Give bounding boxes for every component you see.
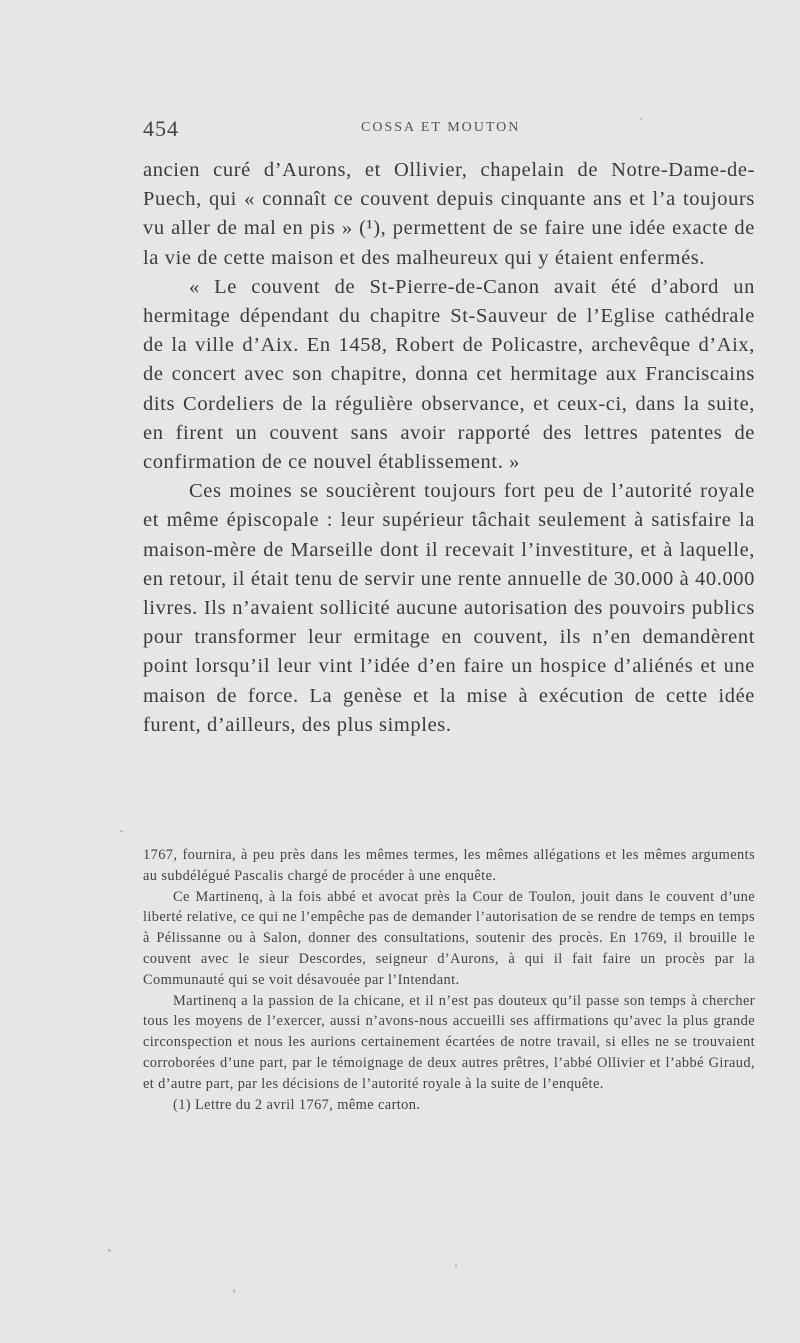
page-number: 454 (143, 116, 179, 141)
page-header (143, 116, 755, 140)
paper-speck (233, 1289, 235, 1293)
footnote-paragraph: Ce Martinenq, à la fois abbé et avocat près la Cour de Toulon, jouit dans le couvent d’une liberté relative, ce qui ne l’empêche pas de demander l’autorisation de se rendre de temps en temps à Pélissanne ou à Salon, donner des consultations, soutenir des procès. En 1769, il brouille le couvent avec le sieur Descordes, seigneur d’Aurons, à qui il fait faire un procès par la Communauté qui se voit désavouée par l’Intendant. (143, 888, 755, 988)
footnote-reference: (1) Lettre du 2 avril 1767, même carton. (173, 1096, 421, 1113)
body-paragraph: Ces moines se soucièrent toujours fort peu de l’autorité royale et même épiscopale : leur supérieur tâchait seulement à satisfaire la maison-mère de Marseille dont il recevait l’investiture, et à laquelle, en retour, il était tenu de servir une rente annuelle de 30.000 à 40.000 livres. Ils n’avaient sollicité aucune autorisation des pouvoirs publics pour transformer leur ermitage en couvent, ils n’en demandèrent point lorsqu’il leur vint l’idée d’en faire un hospice d’aliénés et une maison de force. La genèse et la mise à exécution de cette idée furent, d’ailleurs, des plus simples. (143, 480, 755, 736)
body-paragraph: ancien curé d’Aurons, et Ollivier, chapelain de Notre-Dame-de-Puech, qui « connaît ce couvent depuis cinquante ans et l’a toujours vu aller de mal en pis » (¹), permettent de se faire une idée exacte de la vie de cette maison et des malheureux qui y étaient enfermés. (143, 159, 755, 269)
running-title: COSSA ET MOUTON (361, 120, 521, 135)
main-text (143, 156, 755, 740)
footnote-continuation: 1767, fournira, à peu près dans les mêmes termes, les mêmes allégations et les mêmes arguments au subdélégué Pascalis chargé de procéder à une enquête. (143, 847, 755, 884)
paper-speck (455, 1264, 457, 1267)
paper-speck (108, 1249, 111, 1252)
footnote-paragraph: Martinenq a la passion de la chicane, et il n’est pas douteux qu’il passe son temps à chercher tous les moyens de l’exercer, aussi n’avons-nous accueilli ses affirmations qu’avec la plus grande circonspection et nous les aurions certainement écartées de notre travail, si elles ne se trouvaient corroborées d’une part, par le témoignage de deux autres prêtres, l’abbé Ollivier et l’abbé Giraud, et d’autre part, par les décisions de l’autorité royale à la suite de l’enquête. (143, 992, 755, 1092)
paper-speck (640, 118, 642, 120)
paper-speck (120, 830, 123, 832)
body-paragraph: « Le couvent de St-Pierre-de-Canon avait été d’abord un hermitage dépendant du chapitre St-Sauveur de l’Eglise cathédrale de la ville d’Aix. En 1458, Robert de Policastre, archevêque d’Aix, de concert avec son chapitre, donna cet hermitage aux Franciscains dits Cordeliers de la régulière observance, et ceux-ci, dans la suite, en firent un couvent sans avoir rapporté des lettres patentes de confirmation de ce nouvel établissement. » (143, 275, 755, 474)
footnotes (143, 845, 755, 1115)
